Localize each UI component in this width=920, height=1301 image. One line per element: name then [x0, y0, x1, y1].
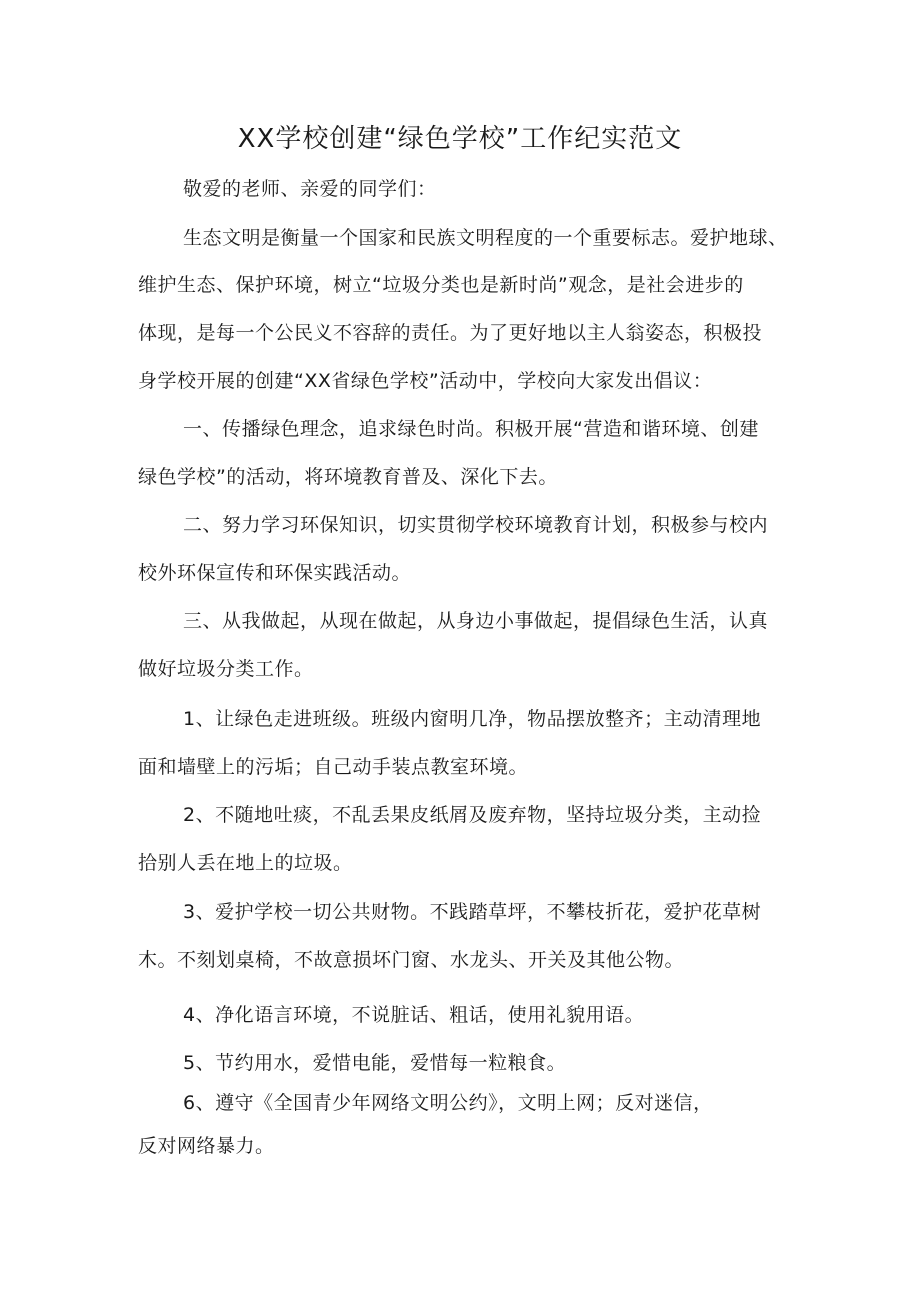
paragraph-line: 5、节约用水，爱惜电能，爱惜每一粒粮食。 [183, 1052, 567, 1074]
paragraph-line: 1、让绿色走进班级。班级内窗明几净，物品摆放整齐；主动清理地 [183, 708, 762, 730]
paragraph-line: 生态文明是衡量一个国家和民族文明程度的一个重要标志。爱护地球、 [183, 227, 788, 249]
paragraph-line: 三、从我做起，从现在做起，从身边小事做起，提倡绿色生活，认真 [183, 610, 769, 632]
paragraph-line: 3、爱护学校一切公共财物。不践踏草坪，不攀枝折花，爱护花草树 [183, 901, 762, 923]
paragraph-line: 身学校开展的创建“XX省绿色学校”活动中，学校向大家发出倡议： [138, 370, 713, 392]
paragraph-line: 做好垃圾分类工作。 [138, 658, 314, 680]
paragraph-line: 维护生态、保护环境，树立“垃圾分类也是新时尚”观念，是社会进步的 [138, 274, 744, 296]
paragraph-line: 拾别人丢在地上的垃圾。 [138, 852, 353, 874]
paragraph-line: 反对网络暴力。 [138, 1135, 275, 1157]
paragraph-line: 6、遵守《全国青少年网络文明公约》，文明上网；反对迷信， [183, 1092, 713, 1114]
paragraph-line: 体现，是每一个公民义不容辞的责任。为了更好地以主人翁姿态，积极投 [138, 322, 763, 344]
paragraph-line: 二、努力学习环保知识，切实贯彻学校环境教育计划，积极参与校内 [183, 514, 769, 536]
salutation: 敬爱的老师、亲爱的同学们： [183, 178, 437, 200]
paragraph-line: 校外环保宣传和环保实践活动。 [138, 562, 412, 584]
paragraph-line: 绿色学校”的活动，将环境教育普及、深化下去。 [138, 466, 558, 488]
paragraph-line: 2、不随地吐痰，不乱丢果皮纸屑及废弃物，坚持垃圾分类，主动捡 [183, 804, 762, 826]
paragraph-line: 面和墙壁上的污垢；自己动手装点教室环境。 [138, 756, 529, 778]
paragraph-line: 一、传播绿色理念，追求绿色时尚。积极开展“营造和谐环境、创建 [183, 418, 759, 440]
paragraph-line: 4、净化语言环境，不说脏话、粗话，使用礼貌用语。 [183, 1004, 645, 1026]
paragraph-line: 木。不刻划桌椅，不故意损坏门窗、水龙头、开关及其他公物。 [138, 949, 685, 971]
document-title: XX学校创建“绿色学校”工作纪实范文 [237, 124, 683, 154]
